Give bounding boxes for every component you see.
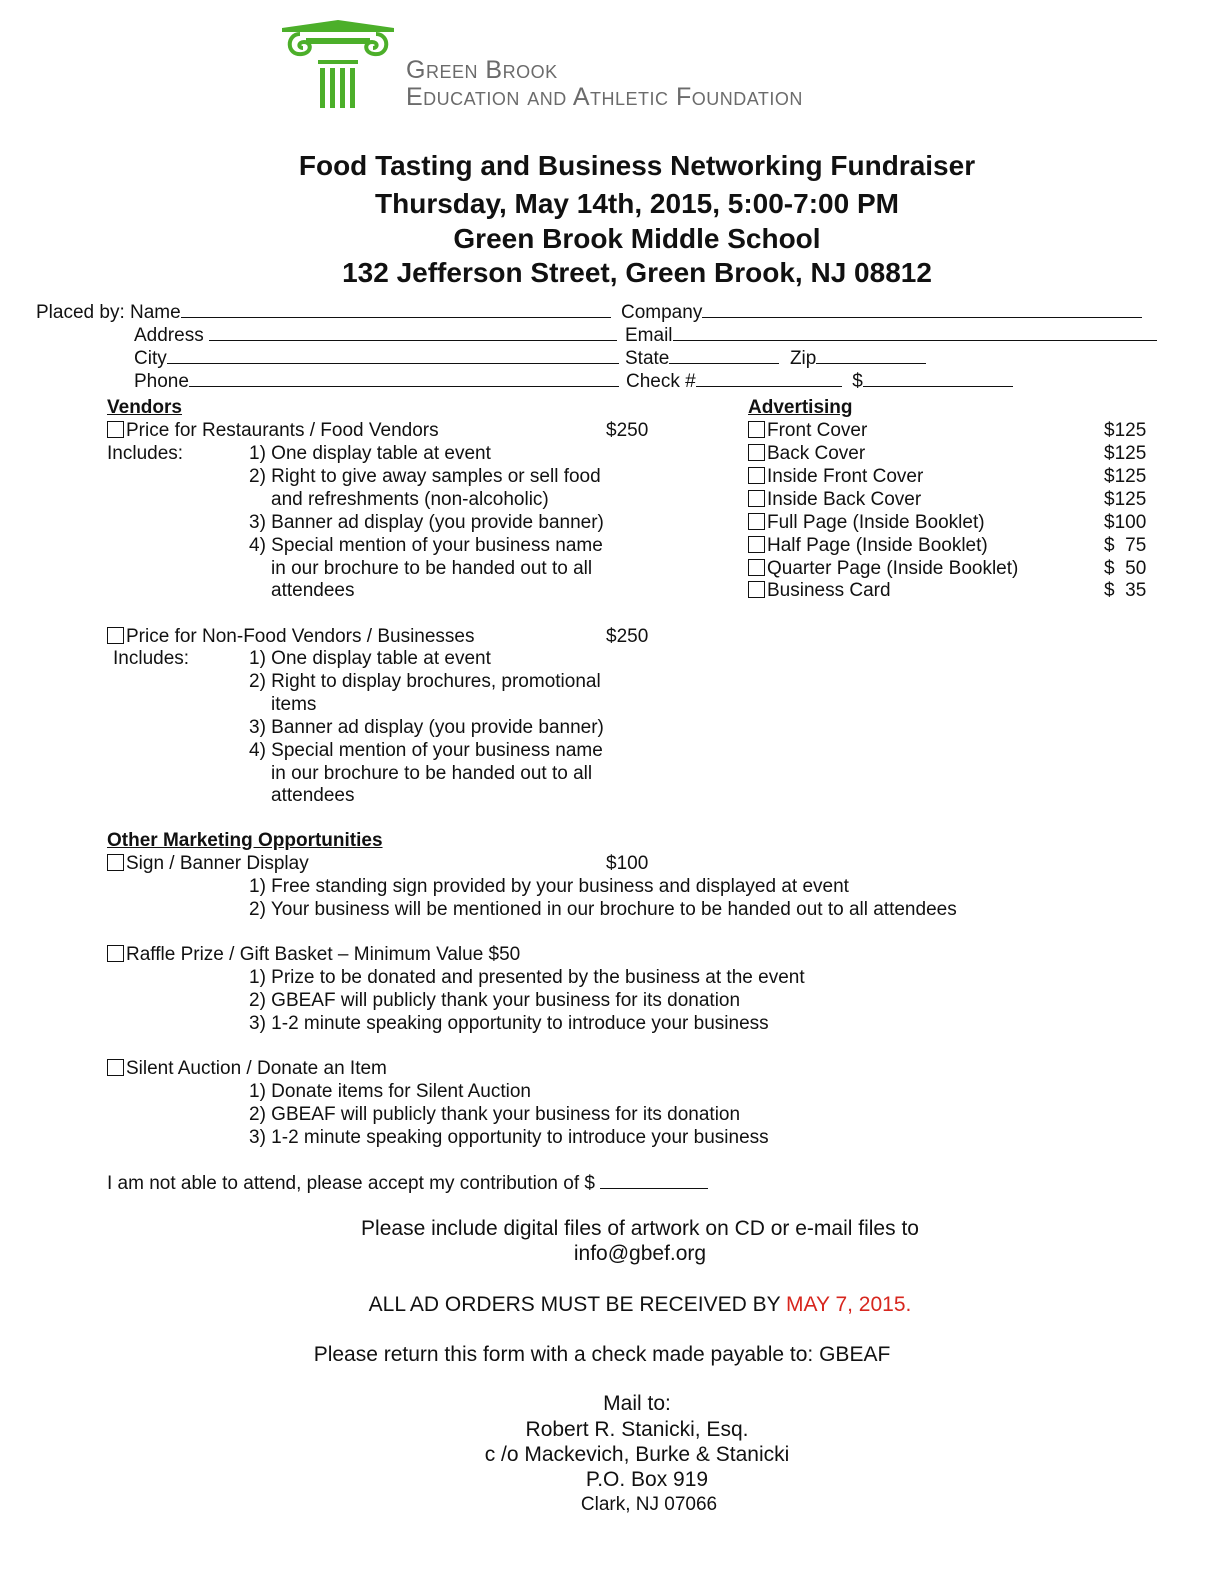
auction-label: Silent Auction / Donate an Item [126, 1058, 387, 1079]
logo-line-1: Green Brook [406, 56, 558, 84]
restaurant-benefit: in our brochure to be handed out to all [271, 558, 593, 579]
sign-label: Sign / Banner Display [126, 853, 309, 874]
ad-label: Inside Back Cover [767, 489, 922, 510]
mail-po-box: P.O. Box 919 [585, 1468, 709, 1491]
event-venue: Green Brook Middle School [453, 223, 821, 254]
raffle-benefit: 2) GBEAF will publicly thank your business for its donation [249, 990, 741, 1011]
restaurant-price: $250 [606, 420, 649, 441]
mail-to-label: Mail to: [603, 1392, 671, 1415]
state-field[interactable] [669, 346, 779, 364]
artwork-email: info@gbef.org [573, 1242, 707, 1265]
sign-price: $100 [606, 853, 649, 874]
deadline-text: ALL AD ORDERS MUST BE RECEIVED BY [368, 1293, 787, 1316]
restaurant-label: Price for Restaurants / Food Vendors [126, 420, 439, 441]
raffle-benefit: 1) Prize to be donated and presented by the business at the event [249, 967, 805, 988]
ad-price: $125 [1104, 420, 1147, 441]
ad-price: $100 [1104, 512, 1147, 533]
address-field[interactable] [209, 323, 617, 341]
ad-checkbox[interactable] [748, 536, 765, 553]
mail-recipient: Robert R. Stanicki, Esq. [525, 1418, 749, 1441]
ad-price: $ 75 [1104, 535, 1147, 556]
restaurant-benefit: attendees [271, 580, 355, 601]
deadline-notice [0, 1292, 1224, 1317]
zip-label: Zip [789, 348, 817, 369]
ad-checkbox[interactable] [748, 581, 765, 598]
non-food-benefit: attendees [271, 785, 355, 806]
ad-label: Front Cover [767, 420, 868, 441]
ad-label: Quarter Page (Inside Booklet) [767, 558, 1019, 579]
ad-price: $ 35 [1104, 580, 1147, 601]
restaurant-benefit: 1) One display table at event [249, 443, 491, 464]
name-field[interactable] [181, 300, 611, 318]
check-dollar-label: $ [852, 371, 863, 392]
non-food-benefit: 4) Special mention of your business name [249, 740, 603, 761]
ad-checkbox[interactable] [748, 421, 765, 438]
restaurant-checkbox[interactable] [107, 421, 124, 438]
ad-option [748, 488, 921, 511]
check-label: Check # [626, 371, 696, 392]
sign-checkbox[interactable] [107, 854, 124, 871]
zip-field[interactable] [816, 346, 926, 364]
ad-price: $125 [1104, 443, 1147, 464]
raffle-checkbox[interactable] [107, 945, 124, 962]
ad-checkbox[interactable] [748, 559, 765, 576]
non-food-benefit: 1) One display table at event [249, 648, 491, 669]
auction-benefit: 3) 1-2 minute speaking opportunity to introduce your business [249, 1127, 769, 1148]
vendors-heading: Vendors [107, 397, 182, 418]
ad-label: Back Cover [767, 443, 866, 464]
payment-instructions: Please return this form with a check made payable to: GBEAF [313, 1343, 891, 1366]
check-number-field[interactable] [696, 369, 842, 387]
ad-checkbox[interactable] [748, 467, 765, 484]
deadline-date: MAY 7, 2015. [786, 1293, 912, 1316]
city-field[interactable] [167, 346, 619, 364]
email-label: Email [625, 325, 673, 346]
contribution-line [107, 1171, 708, 1195]
ad-price: $ 50 [1104, 558, 1147, 579]
ad-option [748, 579, 891, 602]
non-food-benefit: in our brochure to be handed out to all [271, 763, 593, 784]
contribution-label: I am not able to attend, please accept my contribution of $ [107, 1173, 595, 1194]
ad-label: Inside Front Cover [767, 466, 924, 487]
ad-option [748, 511, 985, 534]
raffle-option [107, 943, 520, 966]
ad-label: Half Page (Inside Booklet) [767, 535, 988, 556]
non-food-checkbox[interactable] [107, 627, 124, 644]
ad-option [748, 534, 988, 557]
restaurant-option [107, 419, 439, 442]
ad-label: Business Card [767, 580, 891, 601]
ad-option [748, 442, 865, 465]
ad-option [748, 557, 1018, 580]
contribution-field[interactable] [600, 1171, 708, 1189]
non-food-benefit: items [271, 694, 317, 715]
raffle-benefit: 3) 1-2 minute speaking opportunity to introduce your business [249, 1013, 769, 1034]
ad-option [748, 465, 923, 488]
non-food-includes-label: Includes: [113, 648, 190, 669]
mail-city: Clark, NJ 07066 [580, 1494, 718, 1515]
restaurant-benefit: 3) Banner ad display (you provide banner) [249, 512, 604, 533]
sign-benefit: 1) Free standing sign provided by your business and displayed at event [249, 876, 849, 897]
restaurant-benefit: 2) Right to give away samples or sell food [249, 466, 601, 487]
non-food-label: Price for Non-Food Vendors / Businesses [126, 626, 475, 647]
name-label: Placed by: Name [36, 302, 181, 323]
sign-benefit: 2) Your business will be mentioned in our brochure to be handed out to all attendees [249, 899, 957, 920]
ad-label: Full Page (Inside Booklet) [767, 512, 985, 533]
event-address: 132 Jefferson Street, Green Brook, NJ 08812 [342, 257, 932, 288]
ad-checkbox[interactable] [748, 513, 765, 530]
restaurant-benefit: 4) Special mention of your business name [249, 535, 603, 556]
non-food-benefit: 2) Right to display brochures, promotional [249, 671, 601, 692]
email-field[interactable] [673, 323, 1157, 341]
non-food-price: $250 [606, 626, 649, 647]
non-food-benefit: 3) Banner ad display (you provide banner) [249, 717, 604, 738]
auction-checkbox[interactable] [107, 1059, 124, 1076]
artwork-instructions: Please include digital files of artwork on CD or e-mail files to [361, 1217, 919, 1240]
ad-price: $125 [1104, 466, 1147, 487]
city-label: City [134, 348, 167, 369]
ad-option [748, 419, 867, 442]
ad-checkbox[interactable] [748, 490, 765, 507]
auction-benefit: 1) Donate items for Silent Auction [249, 1081, 531, 1102]
company-label: Company [621, 302, 703, 323]
raffle-label: Raffle Prize / Gift Basket – Minimum Value $50 [126, 944, 521, 965]
company-field[interactable] [702, 300, 1142, 318]
address-label: Address [134, 325, 204, 346]
logo-line-2: Education and Athletic Foundation [406, 83, 803, 111]
advertising-heading: Advertising [748, 397, 853, 418]
column-logo-icon [278, 18, 398, 112]
restaurant-includes-label: Includes: [107, 443, 184, 464]
non-food-option [107, 625, 475, 648]
sign-option [107, 852, 309, 875]
event-date: Thursday, May 14th, 2015, 5:00-7:00 PM [375, 188, 899, 219]
auction-option [107, 1057, 387, 1080]
check-amount-field[interactable] [863, 369, 1013, 387]
phone-label: Phone [134, 371, 189, 392]
other-marketing-heading: Other Marketing Opportunities [107, 830, 383, 851]
ad-price: $125 [1104, 489, 1147, 510]
state-label: State [625, 348, 670, 369]
phone-field[interactable] [189, 369, 619, 387]
auction-benefit: 2) GBEAF will publicly thank your business for its donation [249, 1104, 741, 1125]
mail-firm: c /o Mackevich, Burke & Stanicki [484, 1443, 790, 1466]
restaurant-benefit: and refreshments (non-alcoholic) [271, 489, 549, 510]
ad-checkbox[interactable] [748, 444, 765, 461]
event-title: Food Tasting and Business Networking Fundraiser [298, 150, 976, 181]
